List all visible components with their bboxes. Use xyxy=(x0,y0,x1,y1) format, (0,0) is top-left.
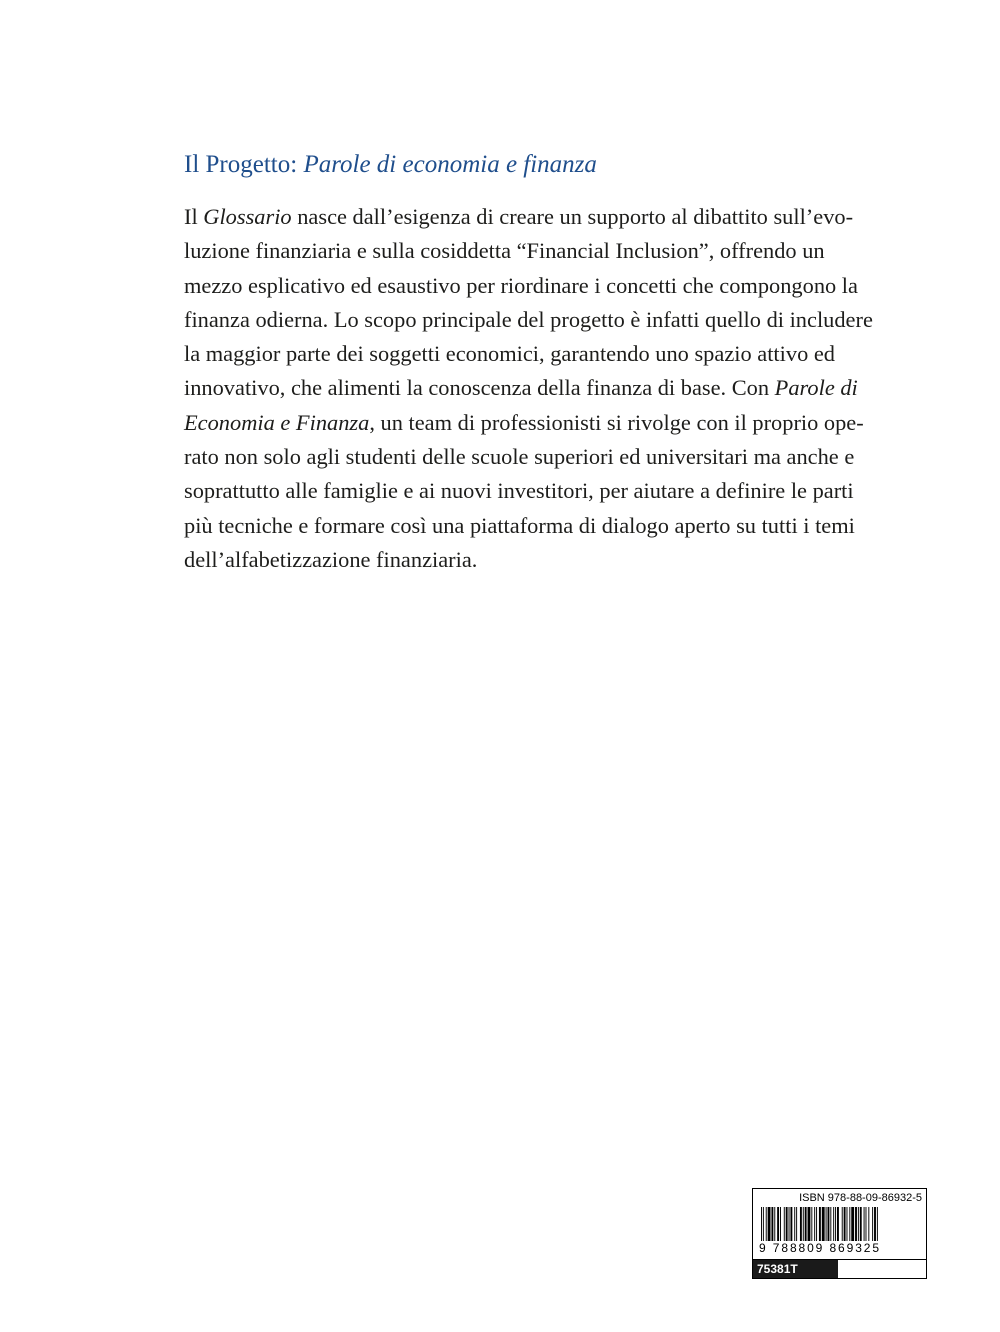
barcode-digits: 9 788809 869325 xyxy=(759,1241,881,1255)
text-line: luzione finanziaria e sulla cosiddetta “Financial Inclusion”, offrendo un xyxy=(184,238,825,264)
text-line: soprattutto alle famiglie e ai nuovi investitori, per aiutare a definire le parti xyxy=(184,478,854,504)
page-heading xyxy=(184,148,597,182)
text-run: nasce dall’esigenza di creare un supporto al dibattito sull’evo- xyxy=(291,204,854,229)
catalog-code-strip xyxy=(753,1259,926,1278)
barcode-icon xyxy=(759,1207,924,1241)
text-line: mezzo esplicativo ed esaustivo per riordinare i concetti che compongono la xyxy=(184,272,858,298)
text-line xyxy=(184,200,854,234)
text-line xyxy=(184,371,858,405)
text-line: dell’alfabetizzazione finanziaria. xyxy=(184,546,478,572)
text-line xyxy=(184,406,864,440)
text-run: , un team di professionisti si rivolge con il proprio ope- xyxy=(369,409,864,435)
isbn-label: ISBN 978-88-09-86932-5 xyxy=(799,1192,922,1204)
text-run-italic: Glossario xyxy=(203,204,292,229)
heading-title: Parole di economia e finanza xyxy=(303,151,597,178)
text-line: più tecniche e formare così una piattaforma di dialogo aperto su tutti i temi xyxy=(184,512,855,538)
text-line: rato non solo agli studenti delle scuole superiori ed universitari ma anche e xyxy=(184,444,855,470)
text-line: la maggior parte dei soggetti economici, garantendo uno spazio attivo ed xyxy=(184,341,835,367)
catalog-code: 75381T xyxy=(753,1260,838,1278)
text-run: Il xyxy=(184,204,204,229)
text-line: finanza odierna. Lo scopo principale del progetto è infatti quello di includere xyxy=(184,306,873,332)
text-run: innovativo, che alimenti la conoscenza della finanza di base. Con xyxy=(184,375,775,401)
text-run-italic: Economia e Finanza xyxy=(184,409,370,435)
text-run-italic: Parole di xyxy=(774,375,858,401)
body-paragraph xyxy=(184,200,873,577)
isbn-barcode-box xyxy=(752,1188,927,1279)
heading-prefix: Il Progetto: xyxy=(184,151,304,178)
